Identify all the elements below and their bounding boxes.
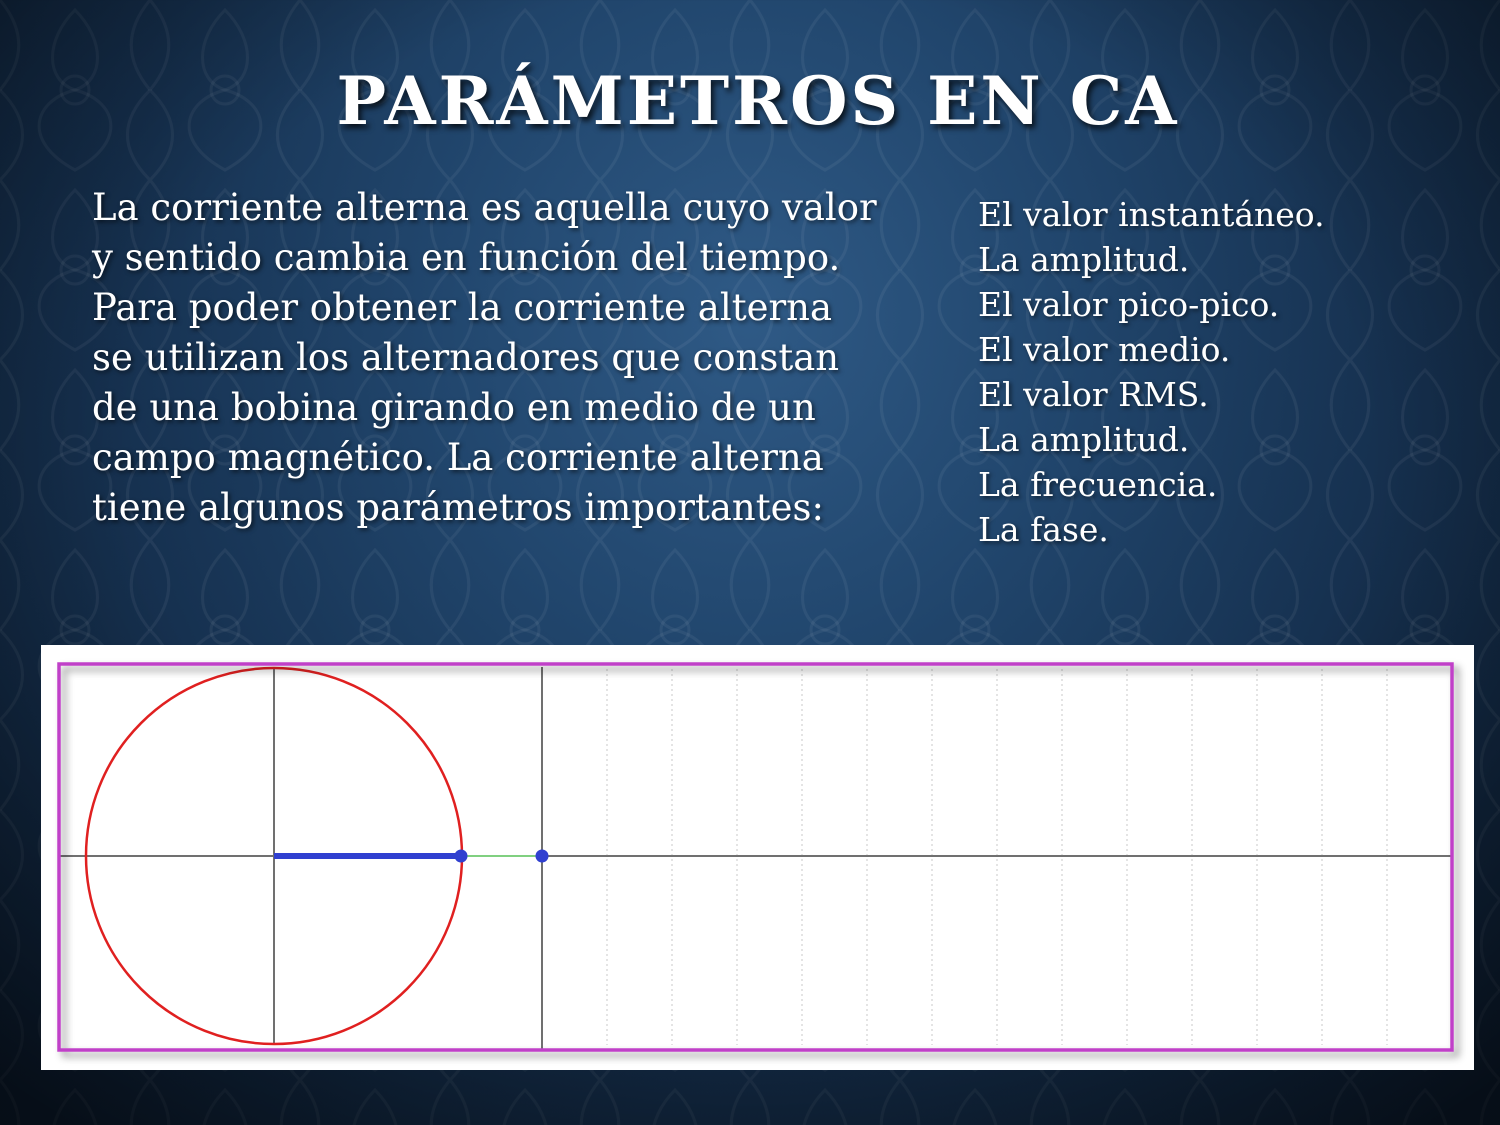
parameter-item: El valor RMS. (978, 375, 1209, 414)
phasor-tip-dot (455, 850, 468, 863)
parameter-item: El valor medio. (978, 330, 1231, 369)
phasor-diagram-panel (41, 645, 1474, 1070)
phasor-diagram (41, 645, 1474, 1070)
body-paragraph: La corriente alterna es aquella cuyo valor y sentido cambia en función del tiempo. Para poder obtener la corriente alterna se utilizan los alternadores que constan de una bobina girando en medio de un campo magnético. La corriente alterna tiene algunos parámetros importantes: (92, 186, 877, 529)
parameter-item: La amplitud. (978, 240, 1190, 279)
parameter-item: El valor pico-pico. (978, 285, 1280, 324)
slide-title: PARÁMETROS EN CA (336, 62, 1180, 140)
waveform-point-dot (536, 850, 549, 863)
parameter-item: La fase. (978, 510, 1109, 549)
parameter-item: El valor instantáneo. (978, 195, 1325, 234)
parameter-item: La frecuencia. (978, 465, 1218, 504)
parameter-item: La amplitud. (978, 420, 1190, 459)
parameter-list (978, 192, 1325, 552)
